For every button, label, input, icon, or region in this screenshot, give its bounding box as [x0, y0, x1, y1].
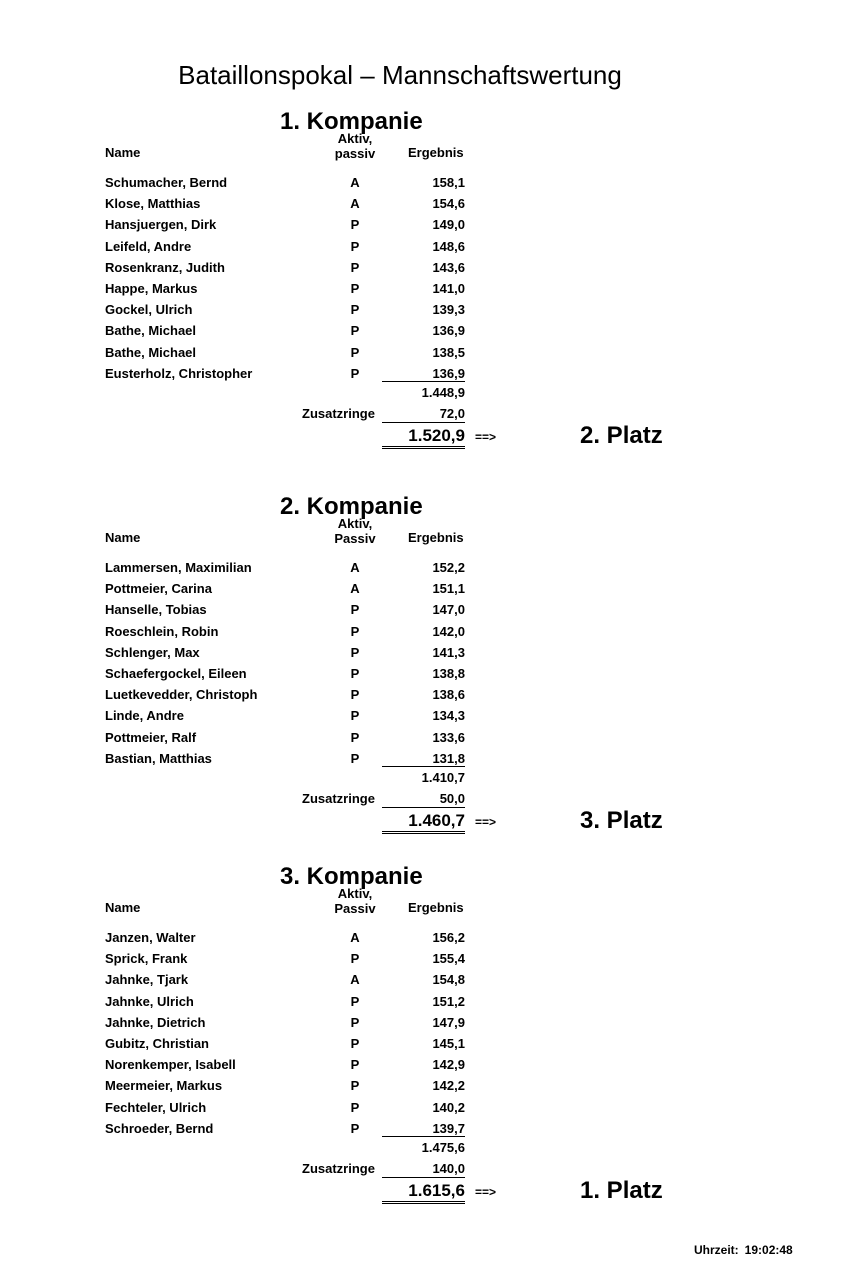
- aktiv-passiv-value: P: [350, 1078, 360, 1094]
- aktiv-passiv-value: P: [350, 993, 360, 1009]
- result-value: 142,9: [432, 1057, 465, 1073]
- result-value: 156,2: [432, 930, 465, 945]
- result-value: 136,9: [382, 366, 465, 382]
- shooter-name: Schaefergockel, Eileen: [105, 665, 247, 681]
- company-section: [0, 493, 850, 873]
- shooter-name: Bathe, Michael: [105, 344, 197, 360]
- aktiv-passiv-value: P: [350, 323, 360, 339]
- result-value: 145,1: [432, 1035, 465, 1051]
- subtotal: 1.448,9: [421, 385, 465, 400]
- column-header-name: Name: [105, 900, 141, 915]
- aktiv-passiv-value: P: [350, 1035, 360, 1051]
- table-row: [0, 173, 850, 194]
- header-line: Passiv: [334, 531, 376, 546]
- result-value: 148,6: [432, 238, 465, 254]
- table-row: [0, 300, 850, 321]
- time-value: 19:02:48: [744, 1243, 793, 1257]
- table-row: [0, 749, 850, 770]
- aktiv-passiv-value: P: [350, 1099, 360, 1115]
- result-value: 154,8: [432, 972, 465, 988]
- result-value: 154,6: [432, 196, 465, 212]
- total-score: 1.520,9: [382, 426, 465, 449]
- aktiv-passiv-value: P: [350, 365, 360, 381]
- time-label: Uhrzeit:: [694, 1243, 739, 1257]
- result-value: 141,0: [432, 280, 465, 296]
- table-row: [0, 237, 850, 258]
- column-header-result: Ergebnis: [408, 145, 464, 160]
- aktiv-passiv-value: P: [350, 951, 360, 967]
- result-value: 138,8: [432, 665, 465, 681]
- column-header-result: Ergebnis: [408, 900, 464, 915]
- aktiv-passiv-value: A: [350, 930, 360, 945]
- result-value: 158,1: [432, 175, 465, 190]
- result-value: 131,8: [382, 751, 465, 767]
- shooter-name: Roeschlein, Robin: [105, 623, 219, 639]
- placement: 1. Platz: [580, 1177, 663, 1204]
- result-value: 141,3: [432, 644, 465, 660]
- table-row: [0, 364, 850, 385]
- aktiv-passiv-value: A: [350, 972, 360, 988]
- shooter-name: Gockel, Ulrich: [105, 302, 193, 318]
- table-row: [0, 728, 850, 749]
- shooter-name: Meermeier, Markus: [105, 1078, 223, 1094]
- result-value: 133,6: [432, 729, 465, 745]
- table-row: [0, 1076, 850, 1097]
- zusatzringe-value: 72,0: [382, 406, 465, 423]
- table-row: [0, 215, 850, 236]
- header-line: Aktiv,: [337, 131, 373, 146]
- header-line: passiv: [334, 146, 376, 161]
- result-value: 155,4: [432, 951, 465, 967]
- table-row: [0, 992, 850, 1013]
- table-row: [0, 706, 850, 727]
- table-row: [0, 970, 850, 991]
- table-row: [0, 1034, 850, 1055]
- table-row: [0, 643, 850, 664]
- aktiv-passiv-value: A: [350, 560, 360, 575]
- shooter-name: Hanselle, Tobias: [105, 602, 207, 618]
- aktiv-passiv-value: P: [350, 750, 360, 766]
- shooter-name: Luetkevedder, Christoph: [105, 687, 258, 703]
- column-header-aktiv-passiv: [325, 886, 385, 916]
- table-row: [0, 600, 850, 621]
- zusatzringe-label: Zusatzringe: [302, 1161, 375, 1176]
- subtotal: 1.475,6: [421, 1140, 465, 1155]
- column-header-name: Name: [105, 145, 141, 160]
- time-stamp: [694, 1243, 793, 1257]
- result-value: 140,2: [432, 1099, 465, 1115]
- company-title: 1. Kompanie: [280, 108, 423, 135]
- aktiv-passiv-value: P: [350, 238, 360, 254]
- table-row: [0, 558, 850, 579]
- shooter-name: Jahnke, Tjark: [105, 972, 189, 988]
- header-line: Passiv: [334, 901, 376, 916]
- shooter-name: Fechteler, Ulrich: [105, 1099, 207, 1115]
- aktiv-passiv-value: P: [350, 217, 360, 233]
- table-row: [0, 1055, 850, 1076]
- shooter-name: Happe, Markus: [105, 280, 198, 296]
- table-row: [0, 949, 850, 970]
- zusatzringe-value: 140,0: [382, 1161, 465, 1178]
- aktiv-passiv-value: P: [350, 280, 360, 296]
- placement: 2. Platz: [580, 422, 663, 449]
- aktiv-passiv-value: P: [350, 344, 360, 360]
- result-value: 139,3: [432, 302, 465, 318]
- table-row: [0, 622, 850, 643]
- result-value: 142,0: [432, 623, 465, 639]
- aktiv-passiv-value: P: [350, 302, 360, 318]
- aktiv-passiv-value: P: [350, 1120, 360, 1136]
- table-row: [0, 579, 850, 600]
- aktiv-passiv-value: P: [350, 729, 360, 745]
- arrow-icon: ==>: [475, 430, 497, 444]
- table-row: [0, 928, 850, 949]
- shooter-name: Schumacher, Bernd: [105, 175, 228, 190]
- table-row: [0, 194, 850, 215]
- shooter-name: Pottmeier, Carina: [105, 581, 212, 597]
- score-list: [0, 928, 850, 1140]
- shooter-name: Leifeld, Andre: [105, 238, 192, 254]
- aktiv-passiv-value: P: [350, 602, 360, 618]
- shooter-name: Bathe, Michael: [105, 323, 197, 339]
- aktiv-passiv-value: P: [350, 259, 360, 275]
- result-value: 147,0: [432, 602, 465, 618]
- header-line: Aktiv,: [337, 886, 373, 901]
- arrow-icon: ==>: [475, 815, 497, 829]
- shooter-name: Janzen, Walter: [105, 930, 196, 945]
- shooter-name: Klose, Matthias: [105, 196, 201, 212]
- column-header-result: Ergebnis: [408, 530, 464, 545]
- zusatzringe-label: Zusatzringe: [302, 406, 375, 421]
- shooter-name: Sprick, Frank: [105, 951, 188, 967]
- total-score: 1.460,7: [382, 811, 465, 834]
- shooter-name: Hansjuergen, Dirk: [105, 217, 217, 233]
- column-header-aktiv-passiv: [325, 131, 385, 161]
- page-title: Bataillonspokal – Mannschaftswertung: [178, 60, 622, 90]
- result-value: 138,6: [432, 687, 465, 703]
- result-value: 149,0: [432, 217, 465, 233]
- result-value: 138,5: [432, 344, 465, 360]
- result-value: 142,2: [432, 1078, 465, 1094]
- shooter-name: Pottmeier, Ralf: [105, 729, 197, 745]
- aktiv-passiv-value: P: [350, 1057, 360, 1073]
- aktiv-passiv-value: P: [350, 687, 360, 703]
- total-score: 1.615,6: [382, 1181, 465, 1204]
- table-row: [0, 258, 850, 279]
- table-row: [0, 685, 850, 706]
- aktiv-passiv-value: P: [350, 665, 360, 681]
- table-row: [0, 1119, 850, 1140]
- shooter-name: Jahnke, Ulrich: [105, 993, 194, 1009]
- result-value: 151,1: [432, 581, 465, 597]
- company-section: [0, 108, 850, 488]
- zusatzringe-value: 50,0: [382, 791, 465, 808]
- table-row: [0, 664, 850, 685]
- aktiv-passiv-value: A: [350, 196, 360, 212]
- shooter-name: Gubitz, Christian: [105, 1035, 209, 1051]
- shooter-name: Rosenkranz, Judith: [105, 259, 225, 275]
- aktiv-passiv-value: P: [350, 1014, 360, 1030]
- result-value: 151,2: [432, 993, 465, 1009]
- table-row: [0, 1013, 850, 1034]
- header-line: Aktiv,: [337, 516, 373, 531]
- result-value: 143,6: [432, 259, 465, 275]
- shooter-name: Bastian, Matthias: [105, 750, 212, 766]
- result-value: 139,7: [382, 1121, 465, 1137]
- zusatzringe-label: Zusatzringe: [302, 791, 375, 806]
- placement: 3. Platz: [580, 807, 663, 834]
- result-value: 134,3: [432, 708, 465, 724]
- company-section: [0, 863, 850, 1243]
- aktiv-passiv-value: A: [350, 581, 360, 597]
- aktiv-passiv-value: P: [350, 623, 360, 639]
- subtotal: 1.410,7: [421, 770, 465, 785]
- column-header-name: Name: [105, 530, 141, 545]
- score-list: [0, 558, 850, 770]
- column-header-aktiv-passiv: [325, 516, 385, 546]
- aktiv-passiv-value: A: [350, 175, 360, 190]
- result-value: 136,9: [432, 323, 465, 339]
- aktiv-passiv-value: P: [350, 644, 360, 660]
- shooter-name: Schroeder, Bernd: [105, 1120, 214, 1136]
- company-title: 3. Kompanie: [280, 863, 423, 890]
- arrow-icon: ==>: [475, 1185, 497, 1199]
- table-row: [0, 279, 850, 300]
- shooter-name: Lammersen, Maximilian: [105, 560, 252, 575]
- shooter-name: Schlenger, Max: [105, 644, 200, 660]
- table-row: [0, 1098, 850, 1119]
- table-row: [0, 321, 850, 342]
- score-list: [0, 173, 850, 385]
- shooter-name: Norenkemper, Isabell: [105, 1057, 236, 1073]
- shooter-name: Linde, Andre: [105, 708, 184, 724]
- result-value: 152,2: [432, 560, 465, 575]
- result-value: 147,9: [432, 1014, 465, 1030]
- company-title: 2. Kompanie: [280, 493, 423, 520]
- shooter-name: Jahnke, Dietrich: [105, 1014, 206, 1030]
- shooter-name: Eusterholz, Christopher: [105, 365, 253, 381]
- aktiv-passiv-value: P: [350, 708, 360, 724]
- table-row: [0, 343, 850, 364]
